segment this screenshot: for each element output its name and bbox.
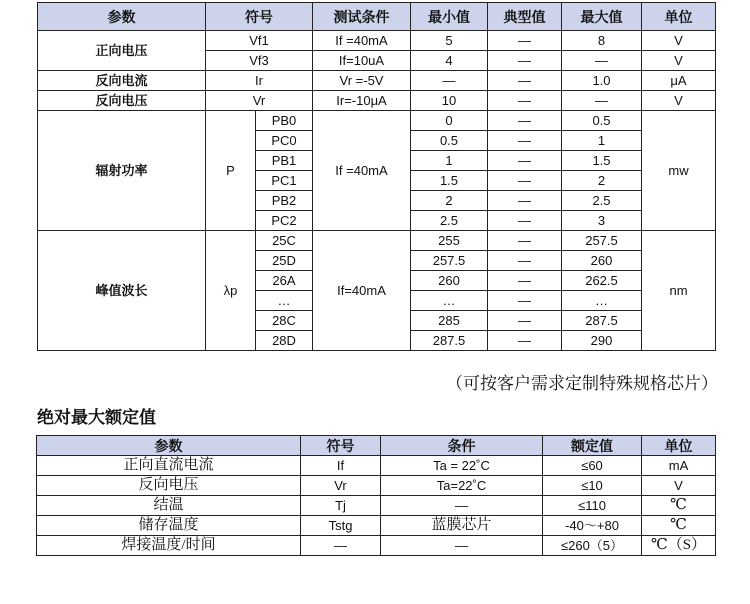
cell-symbol: Ir xyxy=(206,71,313,91)
header-max: 最大值 xyxy=(562,3,642,31)
table-row xyxy=(37,476,716,496)
cell-max: 290 xyxy=(562,331,642,351)
cell-typ: — xyxy=(488,191,562,211)
spec-table xyxy=(37,2,716,351)
cell-min: 0 xyxy=(411,111,488,131)
cell-unit: ℃ xyxy=(642,496,716,516)
abs-header-row xyxy=(37,436,716,456)
cell-param: 反向电压 xyxy=(37,476,301,496)
param-reverse-current: 反向电流 xyxy=(38,71,206,91)
cell-bin: 25C xyxy=(256,231,313,251)
cell-min: 1.5 xyxy=(411,171,488,191)
custom-spec-note: （可按客户需求定制特殊规格芯片） xyxy=(446,374,718,394)
cell-unit: nm xyxy=(642,231,716,351)
cell-max: 2.5 xyxy=(562,191,642,211)
cell-max: 1.5 xyxy=(562,151,642,171)
cell-max: — xyxy=(562,91,642,111)
cell-symbol: Tstg xyxy=(301,516,381,536)
cell-min: 260 xyxy=(411,271,488,291)
cell-symbol: P xyxy=(206,111,256,231)
cell-symbol: Tj xyxy=(301,496,381,516)
cell-unit: V xyxy=(642,91,716,111)
table-row xyxy=(38,231,716,251)
abs-header-unit: 单位 xyxy=(642,436,716,456)
cell-unit: V xyxy=(642,476,716,496)
cell-typ: — xyxy=(488,311,562,331)
cell-condition: If=40mA xyxy=(313,231,411,351)
cell-unit: μA xyxy=(642,71,716,91)
abs-header-condition: 条件 xyxy=(381,436,543,456)
cell-typ: — xyxy=(488,151,562,171)
header-unit: 单位 xyxy=(642,3,716,31)
cell-unit: ℃ xyxy=(642,516,716,536)
cell-bin: PC1 xyxy=(256,171,313,191)
cell-rating: ≤260（5） xyxy=(543,536,642,556)
cell-condition: — xyxy=(381,496,543,516)
cell-typ: — xyxy=(488,91,562,111)
param-reverse-voltage: 反向电压 xyxy=(38,91,206,111)
cell-condition: — xyxy=(381,536,543,556)
cell-typ: — xyxy=(488,291,562,311)
cell-rating: -40～+80 xyxy=(543,516,642,536)
header-symbol: 符号 xyxy=(206,3,313,31)
abs-header-symbol: 符号 xyxy=(301,436,381,456)
table-row xyxy=(37,536,716,556)
cell-max: — xyxy=(562,51,642,71)
cell-condition: If=10uA xyxy=(313,51,411,71)
cell-param: 焊接温度/时间 xyxy=(37,536,301,556)
spec-header-row xyxy=(38,3,716,31)
cell-param: 储存温度 xyxy=(37,516,301,536)
table-row xyxy=(38,71,716,91)
param-peak-wavelength: 峰值波长 xyxy=(38,231,206,351)
cell-symbol: Vr xyxy=(206,91,313,111)
cell-bin: 25D xyxy=(256,251,313,271)
cell-min: 10 xyxy=(411,91,488,111)
cell-bin: PB2 xyxy=(256,191,313,211)
cell-max: 3 xyxy=(562,211,642,231)
header-min: 最小值 xyxy=(411,3,488,31)
cell-typ: — xyxy=(488,211,562,231)
cell-typ: — xyxy=(488,131,562,151)
cell-typ: — xyxy=(488,111,562,131)
cell-bin: … xyxy=(256,291,313,311)
cell-max: 262.5 xyxy=(562,271,642,291)
cell-unit: mA xyxy=(642,456,716,476)
cell-min: 1 xyxy=(411,151,488,171)
cell-bin: 26A xyxy=(256,271,313,291)
cell-condition: If =40mA xyxy=(313,31,411,51)
cell-rating: ≤110 xyxy=(543,496,642,516)
cell-bin: 28C xyxy=(256,311,313,331)
cell-condition: Ta=22˚C xyxy=(381,476,543,496)
cell-min: … xyxy=(411,291,488,311)
cell-typ: — xyxy=(488,71,562,91)
cell-condition: If =40mA xyxy=(313,111,411,231)
cell-rating: ≤10 xyxy=(543,476,642,496)
table-row xyxy=(38,31,716,51)
cell-condition: Vr =-5V xyxy=(313,71,411,91)
cell-min: 255 xyxy=(411,231,488,251)
table-row xyxy=(38,91,716,111)
cell-rating: ≤60 xyxy=(543,456,642,476)
cell-max: 257.5 xyxy=(562,231,642,251)
cell-condition: Ta = 22˚C xyxy=(381,456,543,476)
cell-bin: PB0 xyxy=(256,111,313,131)
cell-min: 0.5 xyxy=(411,131,488,151)
abs-max-table xyxy=(36,435,716,556)
abs-header-param: 参数 xyxy=(37,436,301,456)
cell-symbol: If xyxy=(301,456,381,476)
cell-min: 5 xyxy=(411,31,488,51)
cell-max: 2 xyxy=(562,171,642,191)
cell-unit: V xyxy=(642,31,716,51)
cell-typ: — xyxy=(488,251,562,271)
cell-typ: — xyxy=(488,331,562,351)
header-typ: 典型值 xyxy=(488,3,562,31)
cell-typ: — xyxy=(488,231,562,251)
abs-max-title: 绝对最大额定值 xyxy=(37,408,156,428)
cell-max: 1 xyxy=(562,131,642,151)
cell-unit: V xyxy=(642,51,716,71)
cell-min: — xyxy=(411,71,488,91)
cell-unit: ℃（S） xyxy=(642,536,716,556)
cell-typ: — xyxy=(488,51,562,71)
cell-typ: — xyxy=(488,271,562,291)
cell-bin: PC0 xyxy=(256,131,313,151)
cell-max: 1.0 xyxy=(562,71,642,91)
cell-symbol: Vr xyxy=(301,476,381,496)
cell-min: 287.5 xyxy=(411,331,488,351)
cell-max: … xyxy=(562,291,642,311)
cell-max: 0.5 xyxy=(562,111,642,131)
cell-min: 2 xyxy=(411,191,488,211)
cell-max: 8 xyxy=(562,31,642,51)
cell-symbol: Vf3 xyxy=(206,51,313,71)
cell-condition: 蓝膜芯片 xyxy=(381,516,543,536)
cell-max: 287.5 xyxy=(562,311,642,331)
cell-bin: PB1 xyxy=(256,151,313,171)
cell-max: 260 xyxy=(562,251,642,271)
cell-bin: PC2 xyxy=(256,211,313,231)
cell-typ: — xyxy=(488,171,562,191)
cell-symbol: λp xyxy=(206,231,256,351)
cell-symbol: — xyxy=(301,536,381,556)
header-param: 参数 xyxy=(38,3,206,31)
cell-min: 4 xyxy=(411,51,488,71)
cell-min: 257.5 xyxy=(411,251,488,271)
cell-bin: 28D xyxy=(256,331,313,351)
table-row xyxy=(37,456,716,476)
header-condition: 测试条件 xyxy=(313,3,411,31)
param-forward-voltage: 正向电压 xyxy=(38,31,206,71)
cell-min: 2.5 xyxy=(411,211,488,231)
cell-condition: Ir=-10μA xyxy=(313,91,411,111)
cell-param: 结温 xyxy=(37,496,301,516)
cell-unit: mw xyxy=(642,111,716,231)
table-row xyxy=(37,516,716,536)
cell-min: 285 xyxy=(411,311,488,331)
param-radiant-power: 辐射功率 xyxy=(38,111,206,231)
cell-param: 正向直流电流 xyxy=(37,456,301,476)
cell-typ: — xyxy=(488,31,562,51)
table-row xyxy=(37,496,716,516)
abs-header-rating: 额定值 xyxy=(543,436,642,456)
cell-symbol: Vf1 xyxy=(206,31,313,51)
table-row xyxy=(38,111,716,131)
